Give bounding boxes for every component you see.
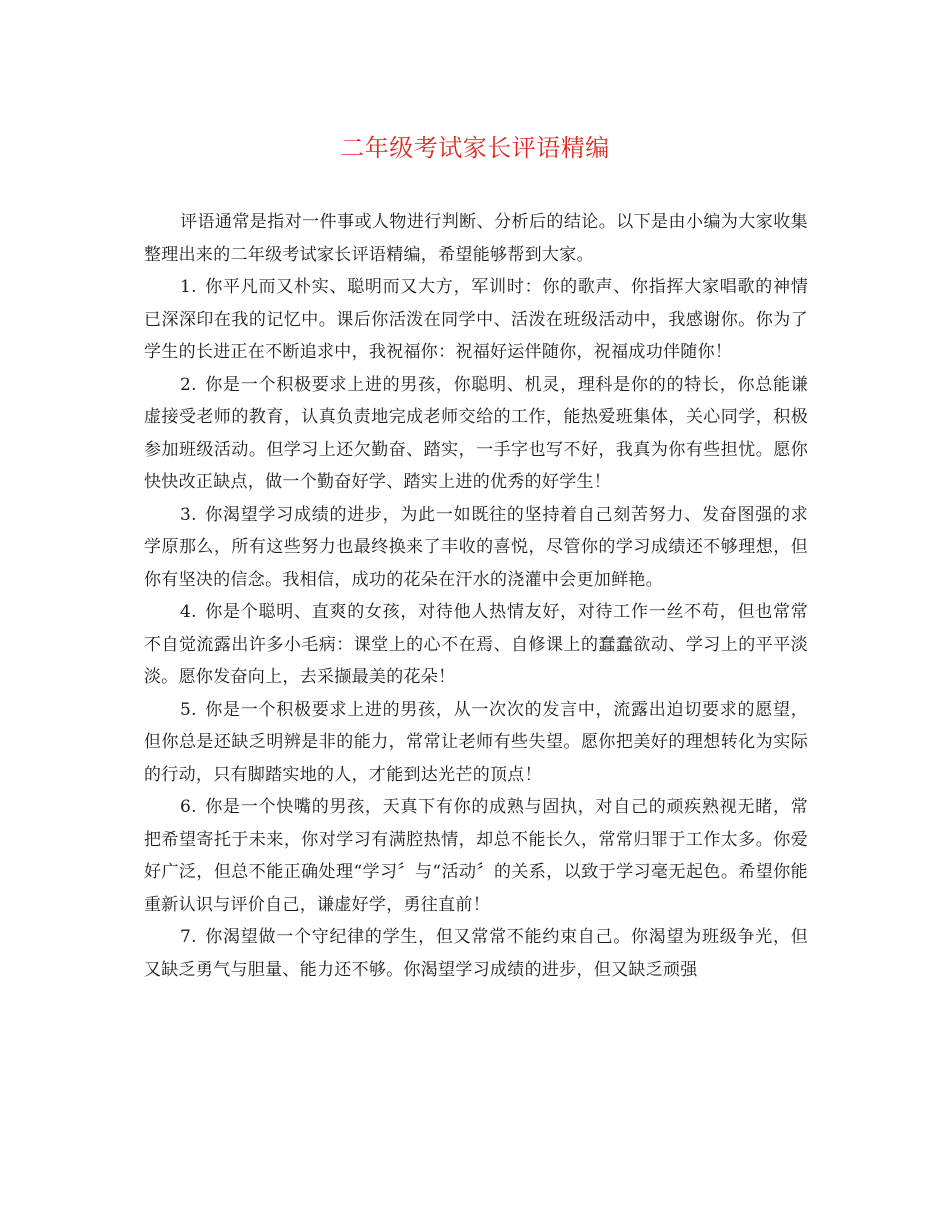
item-text: 你是一个快嘴的男孩，天真下有你的成熟与固执，对自己的顽疾熟视无睹，常把希望寄托于未来，你对学习有满腔热情，却总不能长久，常常归罪于工作太多。你爱好广泛，但总不能正确处理“学习〞与“活动〞的关系，以致于学习毫无起色。希望你能重新认识与评价自己，谦虚好学，勇往直前！ — [144, 797, 808, 915]
comment-item-4 — [144, 596, 808, 694]
item-text: 你是个聪明、直爽的女孩，对待他人热情友好，对待工作一丝不苟，但也常常不自觉流露出许多小毛病：课堂上的心不在焉、自修课上的蠢蠢欲动、学习上的平平淡淡。愿你发奋向上，去采撷最美的花朵！ — [144, 602, 808, 687]
item-number: 2. — [180, 374, 197, 395]
item-text: 你渴望学习成绩的进步，为此一如既往的坚持着自己刻苦努力、发奋图强的求学原那么，所有这些努力也最终换来了丰收的喜悦，尽管你的学习成绩还不够理想，但你有坚决的信念。我相信，成功的花朵在汗水的浇灌中会更加鲜艳。 — [144, 504, 808, 590]
item-number: 5. — [180, 699, 197, 720]
comment-item-2 — [144, 369, 808, 499]
item-number: 6. — [180, 797, 197, 817]
item-text: 你平凡而又朴实、聪明而又大方，军训时：你的歌声、你指挥大家唱歌的神情已深深印在我的记忆中。课后你活泼在同学中、活泼在班级活动中，我感谢你。你为了学生的长进正在不断追求中，我祝福你：祝福好运伴随你，祝福成功伴随你！ — [144, 277, 808, 362]
document-title: 二年级考试家长评语精编 — [340, 134, 610, 162]
item-text: 你是一个积极要求上进的男孩，从一次次的发言中，流露出迫切要求的愿望，但你总是还缺乏明辨是非的能力，常常让老师有些失望。愿你把美好的理想转化为实际的行动，只有脚踏实地的人，才能到达光芒的顶点！ — [144, 699, 808, 785]
item-number: 1. — [180, 277, 197, 297]
comment-item-1 — [144, 271, 808, 369]
item-number: 7. — [180, 927, 197, 947]
item-text: 你渴望做一个守纪律的学生，但又常常不能约束自己。你渴望为班级争光，但又缺乏勇气与胆量、能力还不够。你渴望学习成绩的进步，但又缺乏顽强 — [144, 927, 808, 980]
item-text: 你是一个积极要求上进的男孩，你聪明、机灵，理科是你的的特长，你总能谦虚接受老师的教育，认真负责地完成老师交给的工作，能热爱班集体，关心同学，积极参加班级活动。但学习上还欠勤奋、踏实，一手字也写不好，我真为你有些担忧。愿你快快改正缺点，做一个勤奋好学、踏实上进的优秀的好学生！ — [144, 374, 808, 492]
intro-paragraph: 评语通常是指对一件事或人物进行判断、分析后的结论。以下是由小编为大家收集整理出来的二年级考试家长评语精编，希望能够帮到大家。 — [144, 212, 808, 265]
comment-item-5 — [144, 694, 808, 792]
comment-item-7 — [144, 921, 808, 986]
item-number: 3. — [180, 504, 197, 525]
comment-item-3 — [144, 499, 808, 597]
item-number: 4. — [180, 602, 197, 622]
comment-item-6 — [144, 791, 808, 921]
document-body — [144, 206, 808, 986]
